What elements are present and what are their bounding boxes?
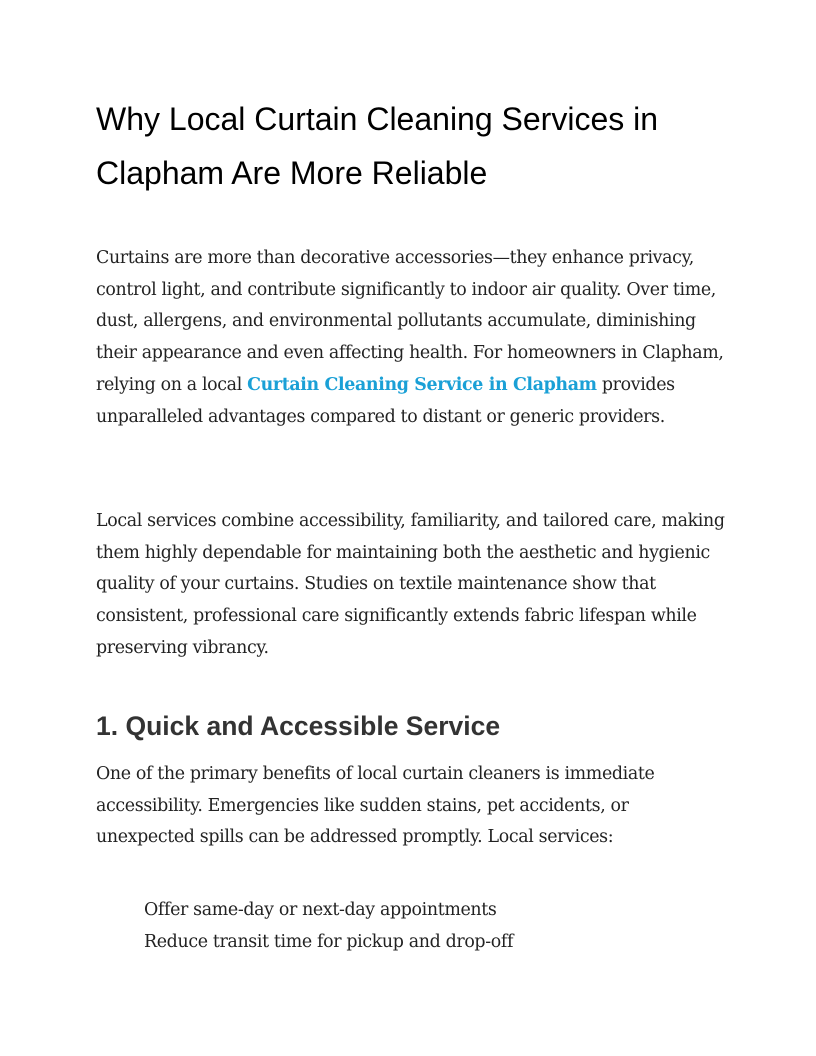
list-item: Offer same-day or next-day appointments — [144, 900, 497, 920]
intro-text-before-link: Curtains are more than decorative accessories—they enhance privacy, control light, and contribute significantly to indoor air quality. Over time, dust, allergens, and environmental pollutants accumulate, diminishing their appearance and even affecting health. For homeowners in Clapham, relying on a local — [96, 248, 724, 395]
intro-paragraph — [96, 243, 726, 433]
intro-text-after-link: provides unparalleled advantages compared to distant or generic providers. — [96, 374, 675, 427]
list-item: Reduce transit time for pickup and drop-off — [144, 931, 514, 952]
page-title: Why Local Curtain Cleaning Services in Clapham Are More Reliable — [96, 101, 659, 191]
local-services-paragraph: Local services combine accessibility, familiarity, and tailored care, making them highly dependable for maintaining both the aesthetic and hygienic quality of your curtains. Studies on textile maintenance show that consistent, professional care significantly extends fabric lifespan while preserving vibrancy. — [96, 511, 725, 658]
section-body-quick-service: One of the primary benefits of local curtain cleaners is immediate accessibility. Emergencies like sudden stains, pet accidents, or unexpected spills can be addressed promptly. Local services: — [96, 764, 655, 848]
curtain-cleaning-service-link[interactable]: Curtain Cleaning Service in Clapham — [247, 374, 597, 395]
section-heading-quick-service: 1. Quick and Accessible Service — [96, 711, 501, 741]
benefits-list — [144, 895, 744, 958]
